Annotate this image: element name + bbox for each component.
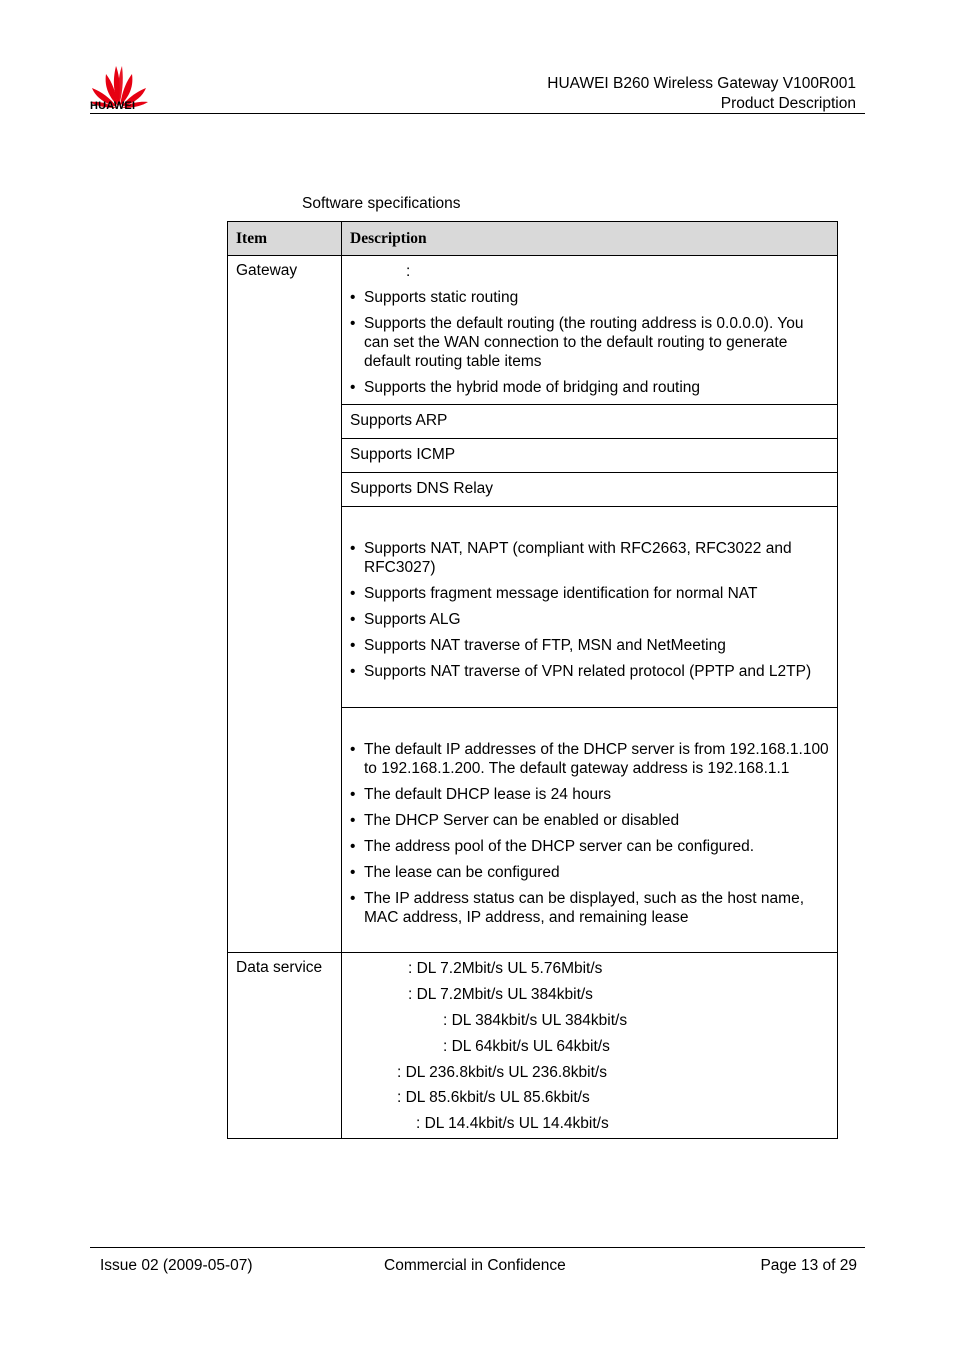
table-row — [228, 256, 838, 405]
list-item: • Supports ALG — [350, 610, 829, 629]
header-item: Item — [228, 222, 342, 256]
list-item: • The address pool of the DHCP server can be configured. — [350, 837, 829, 856]
table-row — [228, 953, 838, 1139]
logo-text: HUAWEI — [90, 100, 136, 112]
software-specifications-table — [227, 221, 838, 1139]
list-item: • Supports NAT traverse of FTP, MSN and NetMeeting — [350, 636, 829, 655]
data-rate-line: : DL 7.2Mbit/s UL 5.76Mbit/s — [408, 960, 603, 977]
footer-divider — [90, 1247, 865, 1248]
routing-intro: : — [406, 263, 411, 280]
gateway-routing-cell — [342, 256, 838, 405]
data-rate-line: : DL 236.8kbit/s UL 236.8kbit/s — [397, 1064, 607, 1081]
footer-issue: Issue 02 (2009-05-07) — [100, 1257, 253, 1274]
data-rate-line: : DL 14.4kbit/s UL 14.4kbit/s — [416, 1115, 609, 1132]
data-rate-line: : DL 384kbit/s UL 384kbit/s — [443, 1012, 628, 1029]
routing-list — [350, 288, 829, 397]
document-title: HUAWEI B260 Wireless Gateway V100R001 — [547, 75, 856, 92]
header-description: Description — [342, 222, 838, 256]
list-item: • The lease can be configured — [350, 863, 829, 882]
item-gateway: Gateway — [228, 256, 342, 953]
list-item: • The DHCP Server can be enabled or disabled — [350, 811, 829, 830]
document-subtitle: Product Description — [720, 95, 856, 112]
dhcp-list — [350, 740, 829, 927]
list-item: • Supports the hybrid mode of bridging and routing — [350, 378, 829, 397]
list-item: • Supports the default routing (the routing address is 0.0.0.0). You can set the WAN connection to the default routing to generate default routing table items — [350, 314, 829, 371]
table-header-row — [228, 222, 838, 256]
data-service-cell — [342, 953, 838, 1139]
list-item: • The default IP addresses of the DHCP server is from 192.168.1.100 to 192.168.1.200. The default gateway address is 192.168.1.1 — [350, 740, 829, 778]
table-caption: Software specifications — [302, 195, 461, 212]
data-rate-line: : DL 7.2Mbit/s UL 384kbit/s — [408, 986, 593, 1003]
list-item: • Supports NAT traverse of VPN related protocol (PPTP and L2TP) — [350, 662, 829, 681]
gateway-dns-cell: Supports DNS Relay — [342, 473, 838, 507]
list-item: • Supports fragment message identification for normal NAT — [350, 584, 829, 603]
footer-page-number: Page 13 of 29 — [760, 1257, 857, 1274]
list-item: • The default DHCP lease is 24 hours — [350, 785, 829, 804]
nat-list — [350, 539, 829, 681]
header-divider — [90, 113, 865, 114]
list-item: • Supports static routing — [350, 288, 829, 307]
gateway-icmp-cell: Supports ICMP — [342, 439, 838, 473]
gateway-nat-cell — [342, 507, 838, 708]
item-data-service: Data service — [228, 953, 342, 1139]
list-item: • The IP address status can be displayed, such as the host name, MAC address, IP address, and remaining lease — [350, 889, 829, 927]
data-rate-line: : DL 85.6kbit/s UL 85.6kbit/s — [397, 1089, 590, 1106]
gateway-dhcp-cell — [342, 708, 838, 953]
data-rate-line: : DL 64kbit/s UL 64kbit/s — [443, 1038, 610, 1055]
footer-confidentiality: Commercial in Confidence — [384, 1257, 566, 1274]
list-item: • Supports NAT, NAPT (compliant with RFC2663, RFC3022 and RFC3027) — [350, 539, 829, 577]
gateway-arp-cell: Supports ARP — [342, 405, 838, 439]
